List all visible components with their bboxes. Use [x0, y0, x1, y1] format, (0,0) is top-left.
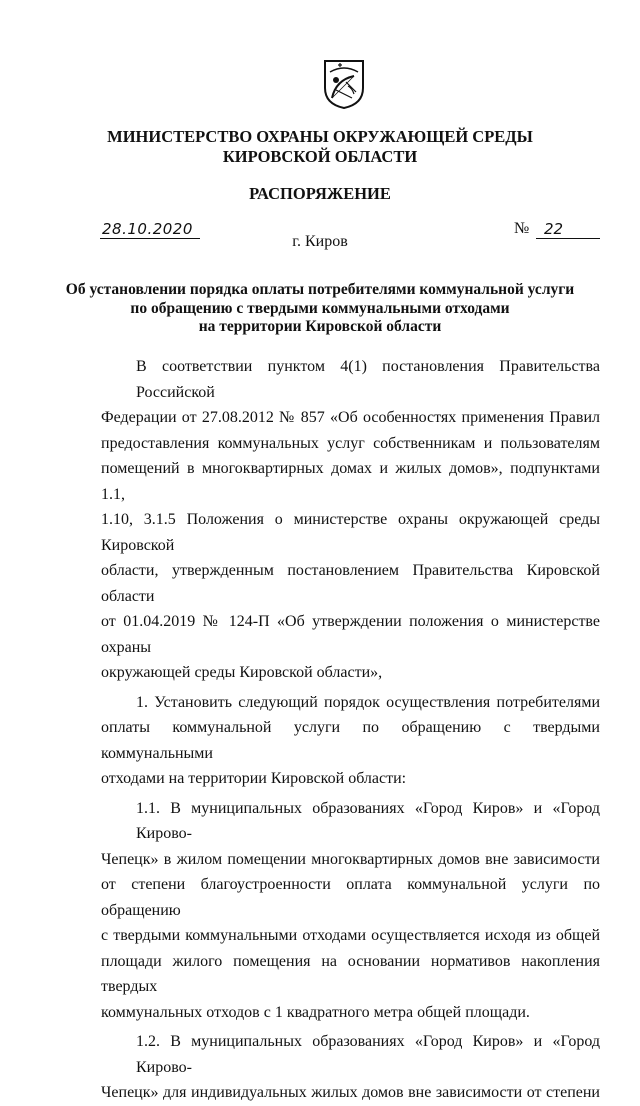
number-sign: № — [514, 220, 530, 237]
text-line: 1.1. В муниципальных образованиях «Город Киров» и «Город Кирово- — [136, 799, 600, 842]
text-line: коммунальных отходов с 1 квадратного метра общей площади. — [101, 1003, 530, 1021]
text-line: от степени благоустроенности оплата коммунальной услуги по обращению — [101, 876, 600, 919]
subject-line-2: по обращению с твердыми коммунальными отходами — [130, 300, 510, 317]
text-line: области, утвержденным постановлением Правительства Кировской области — [101, 562, 600, 605]
paragraph-item-1-1 — [101, 796, 600, 1026]
ministry-name-line1: МИНИСТЕРСТВО ОХРАНЫ ОКРУЖАЮЩЕЙ СРЕДЫ — [107, 127, 533, 146]
coat-of-arms-icon — [322, 58, 366, 110]
text-line: В соответствии пунктом 4(1) постановления Правительства Российской — [136, 358, 600, 401]
text-line: 1. Установить следующий порядок осуществления потребителями — [136, 693, 600, 711]
text-line: помещений в многоквартирных домах и жилых домов», подпунктами 1.1, — [101, 460, 600, 503]
text-line: оплаты коммунальной услуги по обращению с твердыми коммунальными — [101, 719, 600, 762]
document-city: г. Киров — [292, 233, 348, 250]
document-number: 22 — [536, 220, 600, 239]
text-line: 1.10, 3.1.5 Положения о министерстве охраны окружающей среды Кировской — [101, 511, 600, 554]
ministry-name-line2: КИРОВСКОЙ ОБЛАСТИ — [222, 147, 418, 166]
text-line: отходами на территории Кировской области: — [101, 770, 407, 787]
text-line: с твердыми коммунальными отходами осуществляется исходя из общей — [101, 927, 600, 944]
document-body — [101, 354, 600, 1106]
text-line: окружающей среды Кировской области», — [101, 664, 383, 681]
text-line: от 01.04.2019 № 124-П «Об утверждении положения о министерстве охраны — [101, 613, 600, 656]
document-type: РАСПОРЯЖЕНИЕ — [249, 184, 391, 203]
text-line: площади жилого помещения на основании нормативов накопления твердых — [101, 952, 600, 995]
document-date: 28.10.2020 — [100, 220, 200, 239]
text-line: предоставления коммунальных услуг собственникам и пользователям — [101, 434, 600, 452]
text-line: Федерации от 27.08.2012 № 857 «Об особенностях применения Правил — [101, 409, 600, 426]
paragraph-item-1 — [101, 690, 600, 792]
text-line: Чепецк» для индивидуальных жилых домов вне зависимости от степени — [101, 1084, 600, 1101]
subject-line-3: на территории Кировской области — [198, 318, 442, 335]
text-line: 1.2. В муниципальных образованиях «Город Киров» и «Город Кирово- — [136, 1033, 600, 1076]
paragraph-preamble — [101, 354, 600, 686]
subject-line-1: Об установлении порядка оплаты потребителями коммунальной услуги — [65, 281, 575, 298]
paragraph-item-1-2 — [101, 1029, 600, 1106]
text-line: Чепецк» в жилом помещении многоквартирных домов вне зависимости — [101, 850, 600, 868]
